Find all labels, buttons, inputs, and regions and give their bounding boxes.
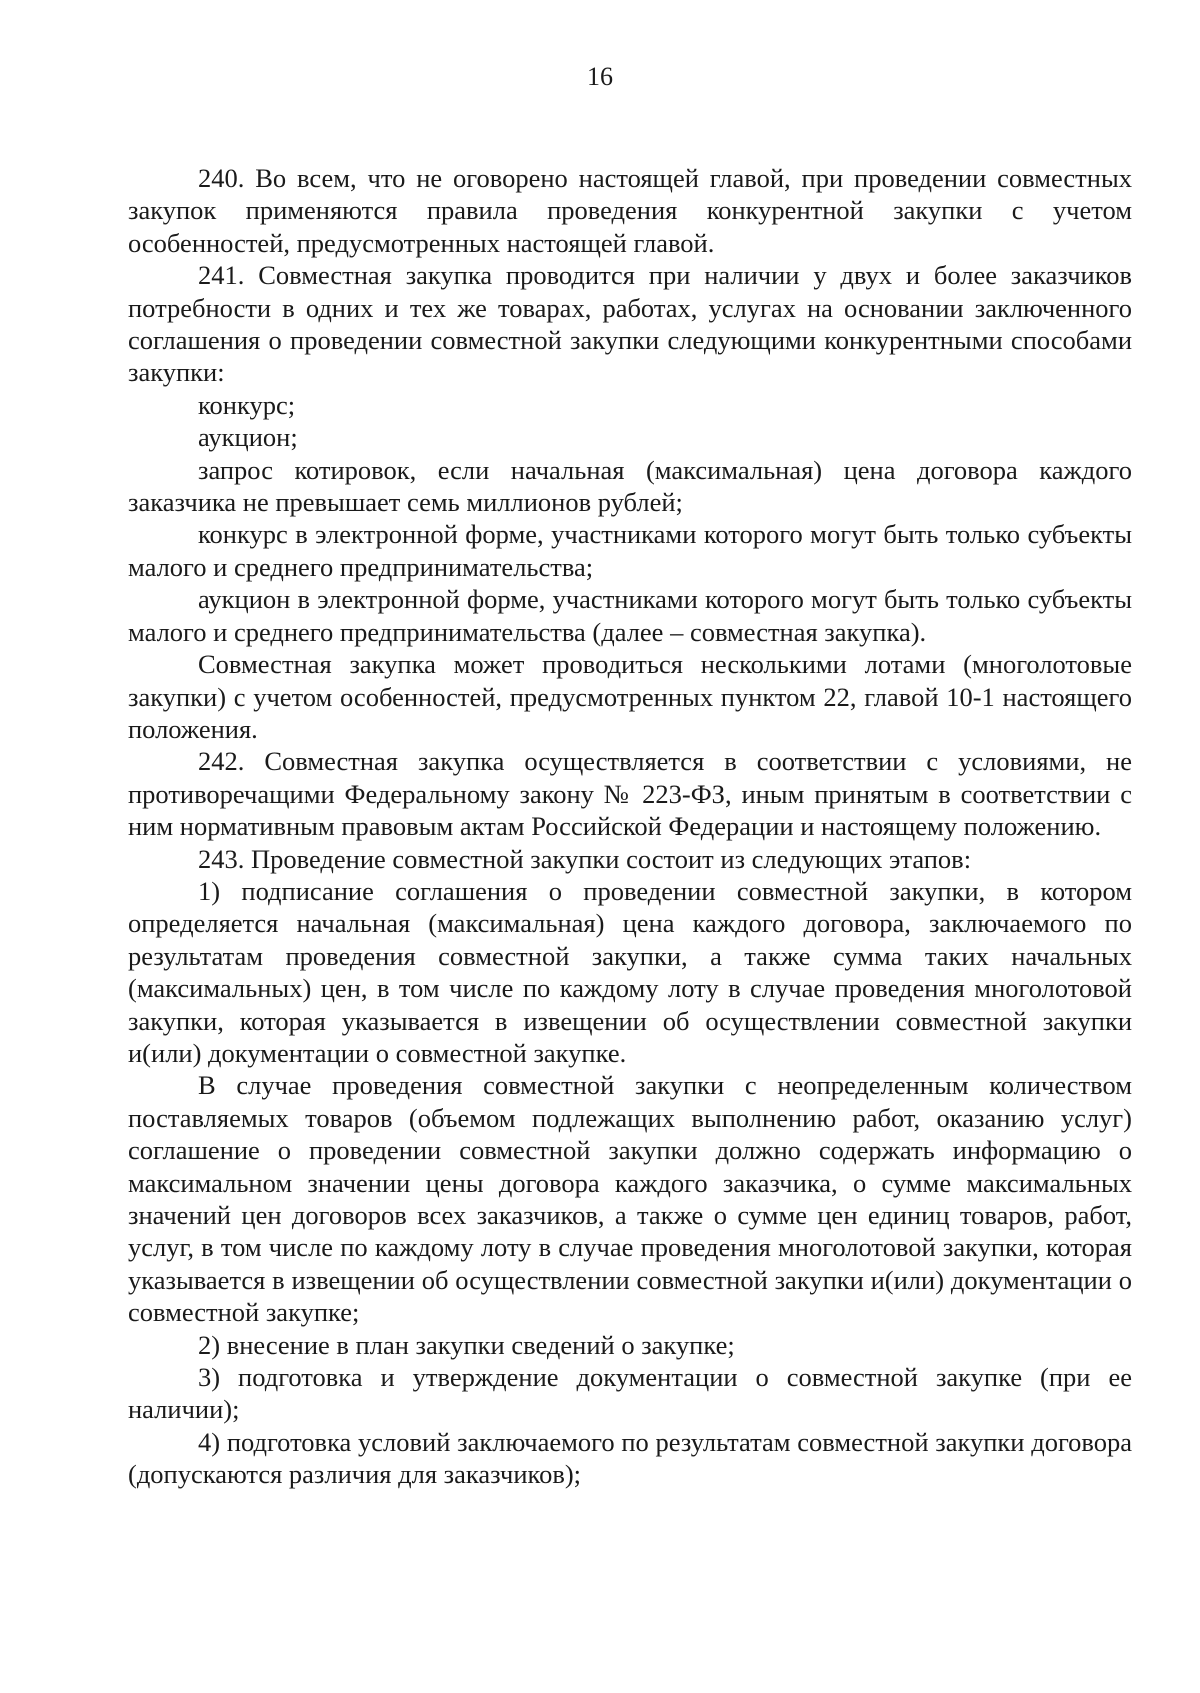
paragraph-241: 241. Совместная закупка проводится при наличии у двух и более заказчиков потребности в одних и тех же товарах, работах, услугах на основании заключенного соглашения о проведении совместной закупки следующими конкурентными способами закупки: [128,260,1132,388]
list-item-auktsion: аукцион; [198,422,298,453]
list-item-zapros-kotirovok: запрос котировок, если начальная (максимальная) цена договора каждого заказчика не превышает семь миллионов рублей; [128,454,1132,518]
page-number: 16 [587,62,613,91]
paragraph-242: 242. Совместная закупка осуществляется в соответствии с условиями, не противоречащими Федеральному закону № 223-ФЗ, иным принятым в соответствии с ним нормативным правовым актам Российской Федерации и настоящему положению. [128,746,1132,842]
list-item-konkurs: конкурс; [198,389,296,420]
paragraph-undefined-quantity: В случае проведения совместной закупки с неопределенным количеством поставляемых товаров (объемом подлежащих выполнению работ, оказанию услуг) соглашение о проведении совместной закупки должно содержать информацию о максимальном значении цены договора каждого заказчика, о сумме максимальных значений цен договоров всех заказчиков, а также о сумме цен единиц товаров, работ, услуг, в том числе по каждому лоту в случае проведения многолотовой закупки, которая указывается в извещении об осуществлении совместной закупки и(или) документации о совместной закупке; [128,1070,1132,1328]
list-item-electronic-auktsion: аукцион в электронной форме, участниками которого могут быть только субъекты малого и среднего предпринимательства (далее – совместная закупка). [128,584,1132,647]
stage-2: 2) внесение в план закупки сведений о закупке; [198,1329,735,1360]
list-item-electronic-konkurs: конкурс в электронной форме, участниками которого могут быть только субъекты малого и среднего предпринимательства; [128,519,1132,582]
paragraph-240: 240. Во всем, что не оговорено настоящей главой, при проведении совместных закупок применяются правила проведения конкурентной закупки с учетом особенностей, предусмотренных настоящей главой. [128,163,1132,258]
paragraph-multilot: Совместная закупка может проводиться несколькими лотами (многолотовые закупки) с учетом особенностей, предусмотренных пунктом 22, главой 10-1 настоящего положения. [128,649,1132,744]
document-body [128,162,1132,1491]
stage-1: 1) подписание соглашения о проведении совместной закупки, в котором определяется начальная (максимальная) цена каждого договора, заключаемого по результатам проведения совместной закупки, а также сумма таких начальных (максимальных) цен, в том числе по каждому лоту в случае проведения многолотовой закупки, которая указывается в извещении об осуществлении совместной закупки и(или) документации о совместной закупке. [128,875,1132,1068]
stage-3: 3) подготовка и утверждение документации о совместной закупке (при ее наличии); [128,1362,1132,1425]
paragraph-243: 243. Проведение совместной закупки состоит из следующих этапов: [198,843,972,874]
stage-4: 4) подготовка условий заключаемого по результатам совместной закупки договора (допускаются различия для заказчиков); [128,1426,1132,1490]
